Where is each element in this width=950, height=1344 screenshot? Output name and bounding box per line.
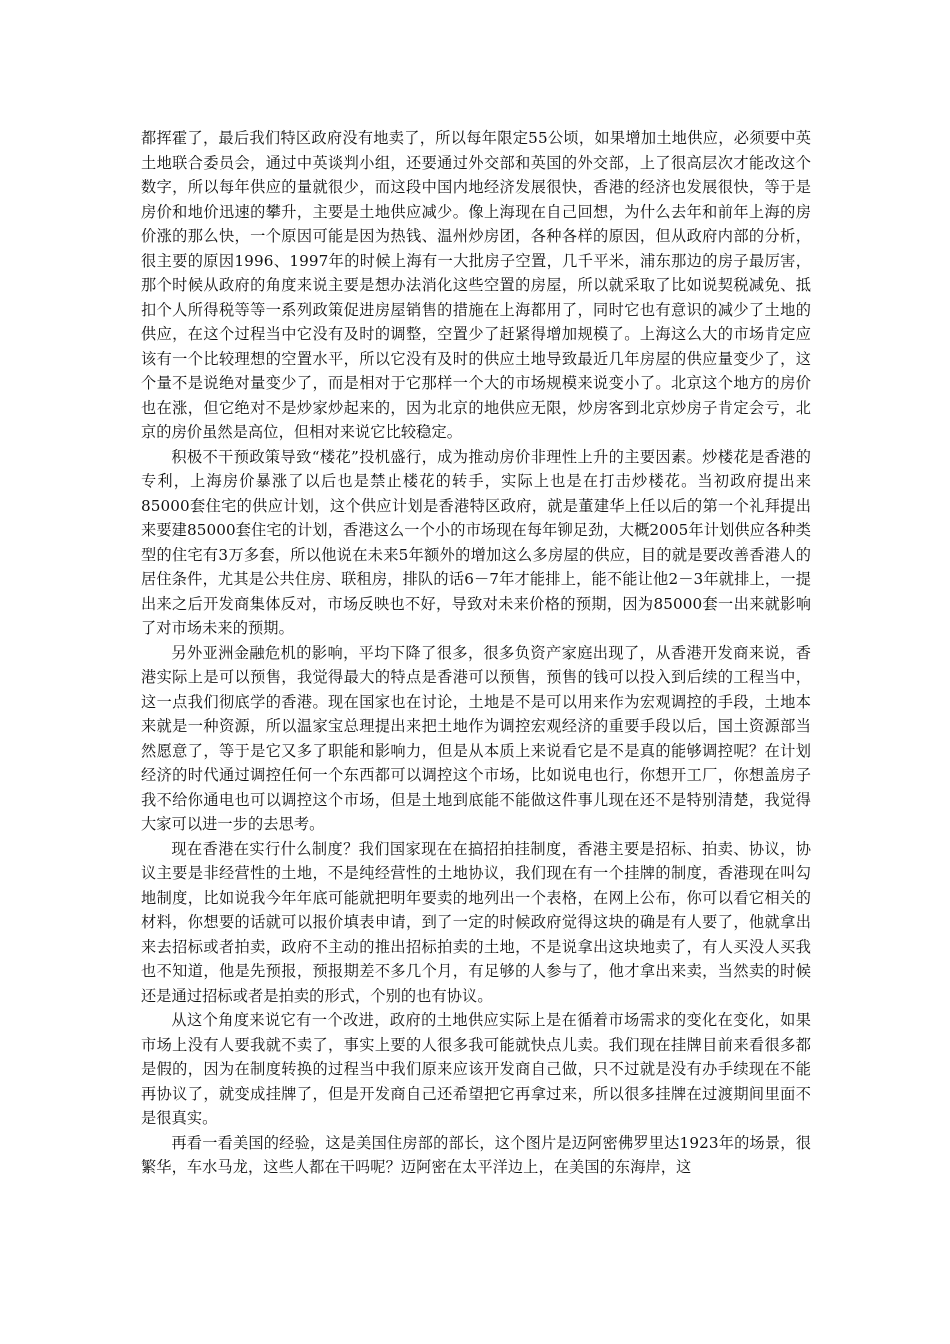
paragraph-hongkong-land-system: 现在香港在实行什么制度？我们国家现在在搞招拍挂制度，香港主要是招标、拍卖、协议，协议主要是非经营性的土地，不是纯经营性的土地协议，我们现在有一个挂牌的制度，香港现在叫勾地制度，比如说我今年年底可能就把明年要卖的地列出一个表格，在网上公布，你可以看它相关的材料，你想要的话就可以报价填表申请，到了一定的时候政府觉得这块的确是有人要了，他就拿出来去招标或者拍卖，政府不主动的推出招标拍卖的土地，不是说拿出这块地卖了，有人买没人买我也不知道，他是先预报，预报期差不多几个月，有足够的人参与了，他才拿出来卖，当然卖的时候还是通过招标或者是拍卖的形式，个别的也有协议。 — [141, 839, 811, 1005]
paragraph-us-experience: 再看一看美国的经验，这是美国住房部的部长，这个图片是迈阿密佛罗里达1923年的场景，很繁华，车水马龙，这些人都在干吗呢？迈阿密在太平洋边上，在美国的东海岸，这 — [141, 1133, 811, 1176]
paragraph-presale-speculation: 积极不干预政策导致“楼花”投机盛行，成为推动房价非理性上升的主要因素。炒楼花是香港的专利，上海房价暴涨了以后也是禁止楼花的转手，实际上也是在打击炒楼花。当初政府提出来85000套住宅的供应计划，这个供应计划是香港特区政府，就是董建华上任以后的第一个礼拜提出来要建85000套住宅的计划，香港这么一个小的市场现在每年铆足劲，大概2005年计划供应各种类型的住宅有3万多套，所以他说在未来5年额外的增加这么多房屋的供应，目的就是要改善香港人的居住条件，尤其是公共住房、联租房，排队的话6－7年才能排上，能不能让他2－3年就排上，一提出来之后开发商集体反对，市场反映也不好，导致对未来价格的预期，因为85000套一出来就影响了对市场未来的预期。 — [141, 447, 811, 637]
paragraph-land-supply-improvement: 从这个角度来说它有一个改进，政府的土地供应实际上是在循着市场需求的变化在变化，如果市场上没有人要我就不卖了，事实上要的人很多我可能就快点儿卖。我们现在挂牌目前来看很多都是假的，因为在制度转换的过程当中我们原来应该开发商自己做，只不过就是没有办手续现在不能再协议了，就变成挂牌了，但是开发商自己还希望把它再拿过来，所以很多挂牌在过渡期间里面不是很真实。 — [141, 1011, 811, 1127]
document-body — [141, 126, 811, 1180]
paragraph-asian-financial-crisis: 另外亚洲金融危机的影响，平均下降了很多，很多负资产家庭出现了，从香港开发商来说，香港实际上是可以预售，我觉得最大的特点是香港可以预售，预售的钱可以投入到后续的工程当中，这一点我们彻底学的香港。现在国家也在讨论，土地是不是可以用来作为宏观调控的手段，土地本来就是一种资源，所以温家宝总理提出来把土地作为调控宏观经济的重要手段以后，国土资源部当然愿意了，等于是它又多了职能和影响力，但是从本质上来说看它是不是真的能够调控呢？在计划经济的时代通过调控任何一个东西都可以调控这个市场，比如说电也行，你想开工厂，你想盖房子我不给你通电也可以调控这个市场，但是土地到底能不能做这件事儿现在还不是特别清楚，我觉得大家可以进一步的去思考。 — [141, 643, 811, 833]
paragraph-land-supply-shanghai-beijing: 都挥霍了，最后我们特区政府没有地卖了，所以每年限定55公顷，如果增加土地供应，必须要中英土地联合委员会，通过中英谈判小组，还要通过外交部和英国的外交部，上了很高层次才能改这个数字，所以每年供应的量就很少，而这段中国内地经济发展很快，香港的经济也发展很快，等于是房价和地价迅速的攀升，主要是土地供应减少。像上海现在自己回想，为什么去年和前年上海的房价涨的那么快，一个原因可能是因为热钱、温州炒房团，各种各样的原因，但从政府内部的分析，很主要的原因1996、1997年的时候上海有一大批房子空置，几千平米，浦东那边的房子最厉害，那个时候从政府的角度来说主要是想办法消化这些空置的房屋，所以就采取了比如说契税减免、抵扣个人所得税等等一系列政策促进房屋销售的措施在上海都用了，同时它也有意识的减少了土地的供应，在这个过程当中它没有及时的调整，空置少了赶紧得增加规模了。上海这么大的市场肯定应该有一个比较理想的空置水平，所以它没有及时的供应土地导致最近几年房屋的供应量变少了，这个量不是说绝对量变少了，而是相对于它那样一个大的市场规模来说变小了。北京这个地方的房价也在涨，但它绝对不是炒家炒起来的，因为北京的地供应无限，炒房客到北京炒房子肯定会亏，北京的房价虽然是高位，但相对来说它比较稳定。 — [141, 129, 811, 441]
